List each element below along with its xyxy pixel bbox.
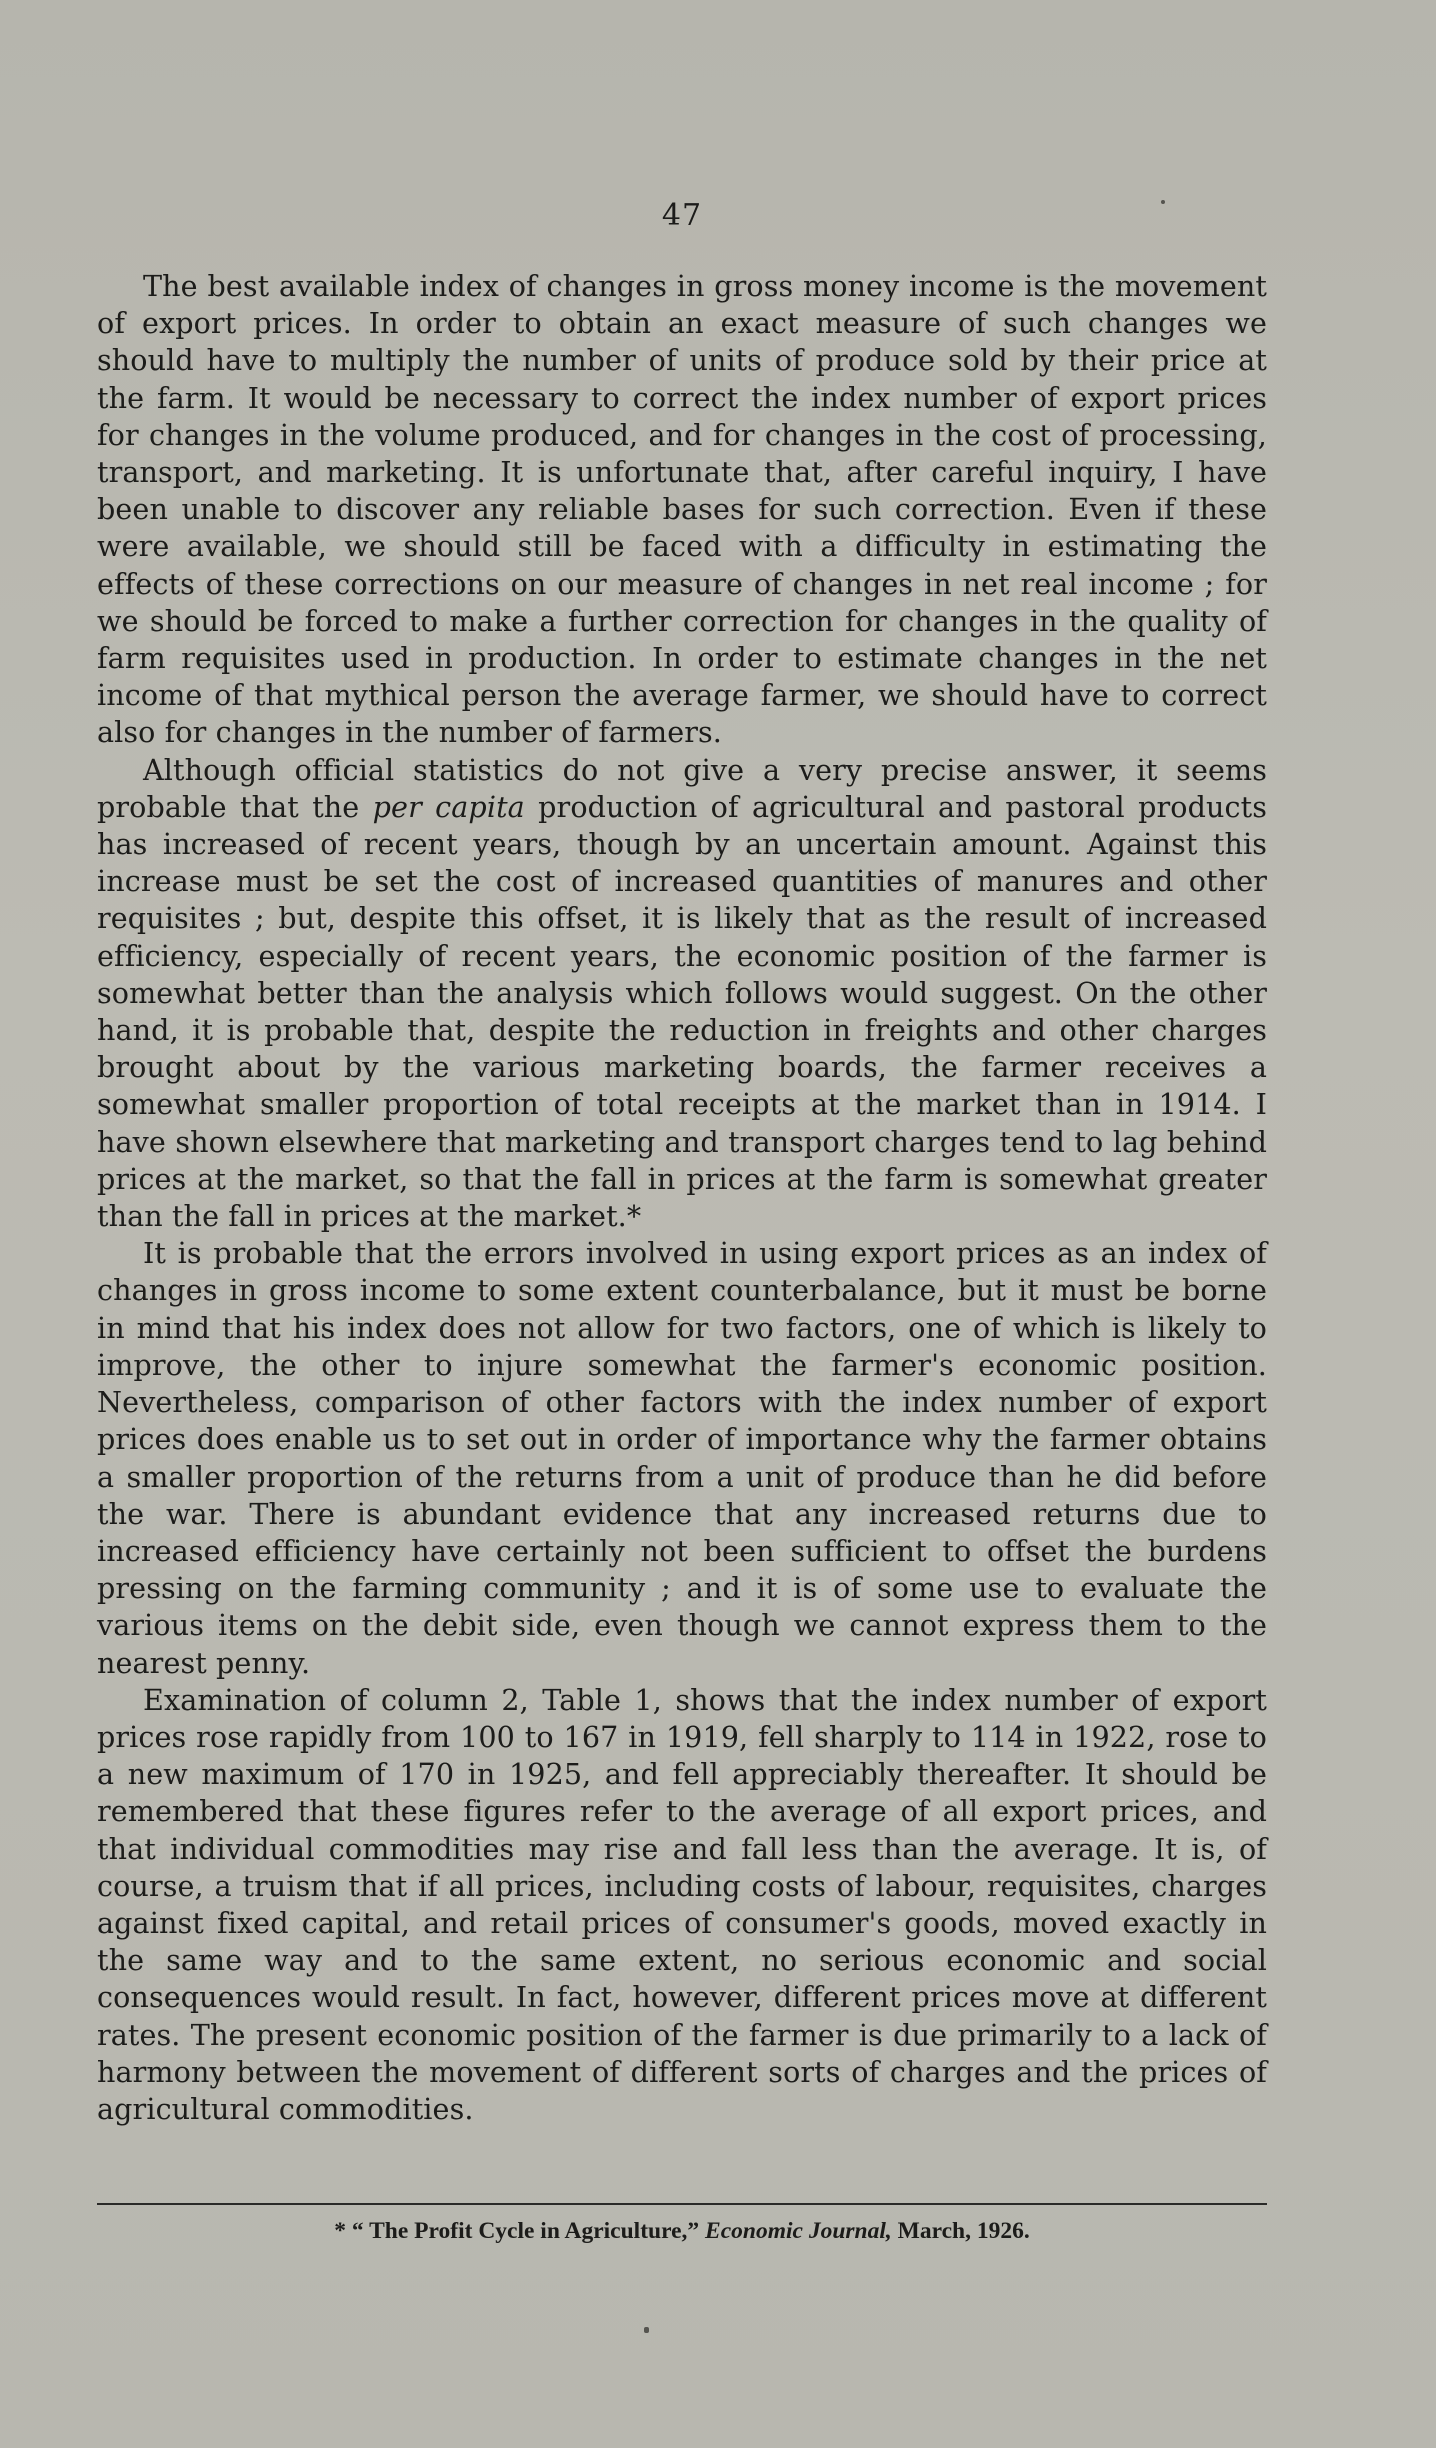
paper-speck (1161, 200, 1165, 204)
paragraph (97, 752, 1267, 1236)
footnote-marker: * “ The Profit Cycle in Agriculture,” (334, 2218, 706, 2244)
document-page (97, 0, 1267, 2448)
footnote-date: March, 1926. (891, 2218, 1030, 2244)
paragraph-text: The best available index of changes in gross money income is the movement of export prices. In order to obtain an exact measure of such changes we should have to multiply the number of units of produce sold by their price at the farm. It would be necessary to correct the index number of export prices for changes in the volume produced, and for changes in the cost of processing, transport, and marketing. It is unfortunate that, after careful inquiry, I have been unable to discover any reliable bases for such correction. Even if these were available, we should still be faced with a difficulty in estimating the effects of these corrections on our measure of changes in net real income ; for we should be forced to make a further correction for changes in the quality of farm requisites used in production. In order to estimate changes in the net income of that mythical person the average farmer, we should have to correct also for changes in the number of farmers. (97, 269, 1267, 750)
paragraph-text: Examination of column 2, Table 1, shows that the index number of export prices rose rapidly from 100 to 167 in 1919, fell sharply to 114 in 1922, rose to a new maximum of 170 in 1925, and fell appreciably thereafter. It should be remembered that these figures refer to the average of all export prices, and that individual commodities may rise and fall less than the average. It is, of course, a truism that if all prices, including costs of labour, requisites, charges against fixed capital, and retail prices of consumer's goods, moved exactly in the same way and to the same extent, no serious economic and social consequences would result. In fact, however, different prices move at different rates. The present economic position of the farmer is due primarily to a lack of harmony between the movement of different sorts of charges and the prices of agricultural commodities. (97, 1682, 1267, 2126)
italic-term: per capita (372, 789, 525, 824)
paragraph (97, 1235, 1267, 1681)
paragraph-text: production of agricultural and pastoral products has increased of recent years, though by an uncertain amount. Against this increase must be set the cost of increased quantities of manures and other requisites ; but, despite this offset, it is likely that as the result of increased efficiency, especially of recent years, the economic position of the farmer is somewhat better than the analysis which follows would suggest. On the other hand, it is probable that, despite the reduction in freights and other charges brought about by the various marketing boards, the farmer receives a somewhat smaller proportion of total receipts at the market than in 1914. I have shown elsewhere that marketing and transport charges tend to lag behind prices at the market, so that the fall in prices at the farm is somewhat greater than the fall in prices at the market.* (97, 789, 1267, 1234)
paragraph (97, 1682, 1267, 2128)
paragraph (97, 268, 1267, 752)
paragraph-text: Although official statistics do not give a very precise answer, it seems probable that the (97, 752, 1267, 824)
paper-speck (644, 2327, 649, 2333)
body-text (97, 268, 1267, 2128)
footnote-journal: Economic Journal, (705, 2218, 892, 2244)
footnote (97, 2218, 1267, 2245)
page-number: 47 (661, 198, 703, 233)
footnote-rule (97, 2203, 1267, 2205)
paragraph-text: It is probable that the errors involved in using export prices as an index of changes in gross income to some extent counterbalance, but it must be borne in mind that his index does not allow for two factors, one of which is likely to improve, the other to injure somewhat the farmer's economic position. Nevertheless, comparison of other factors with the index number of export prices does enable us to set out in order of importance why the farmer obtains a smaller proportion of the returns from a unit of produce than he did before the war. There is abundant evidence that any increased returns due to increased efficiency have certainly not been sufficient to offset the burdens pressing on the farming community ; and it is of some use to evaluate the various items on the debit side, even though we cannot express them to the nearest penny. (97, 1236, 1267, 1680)
